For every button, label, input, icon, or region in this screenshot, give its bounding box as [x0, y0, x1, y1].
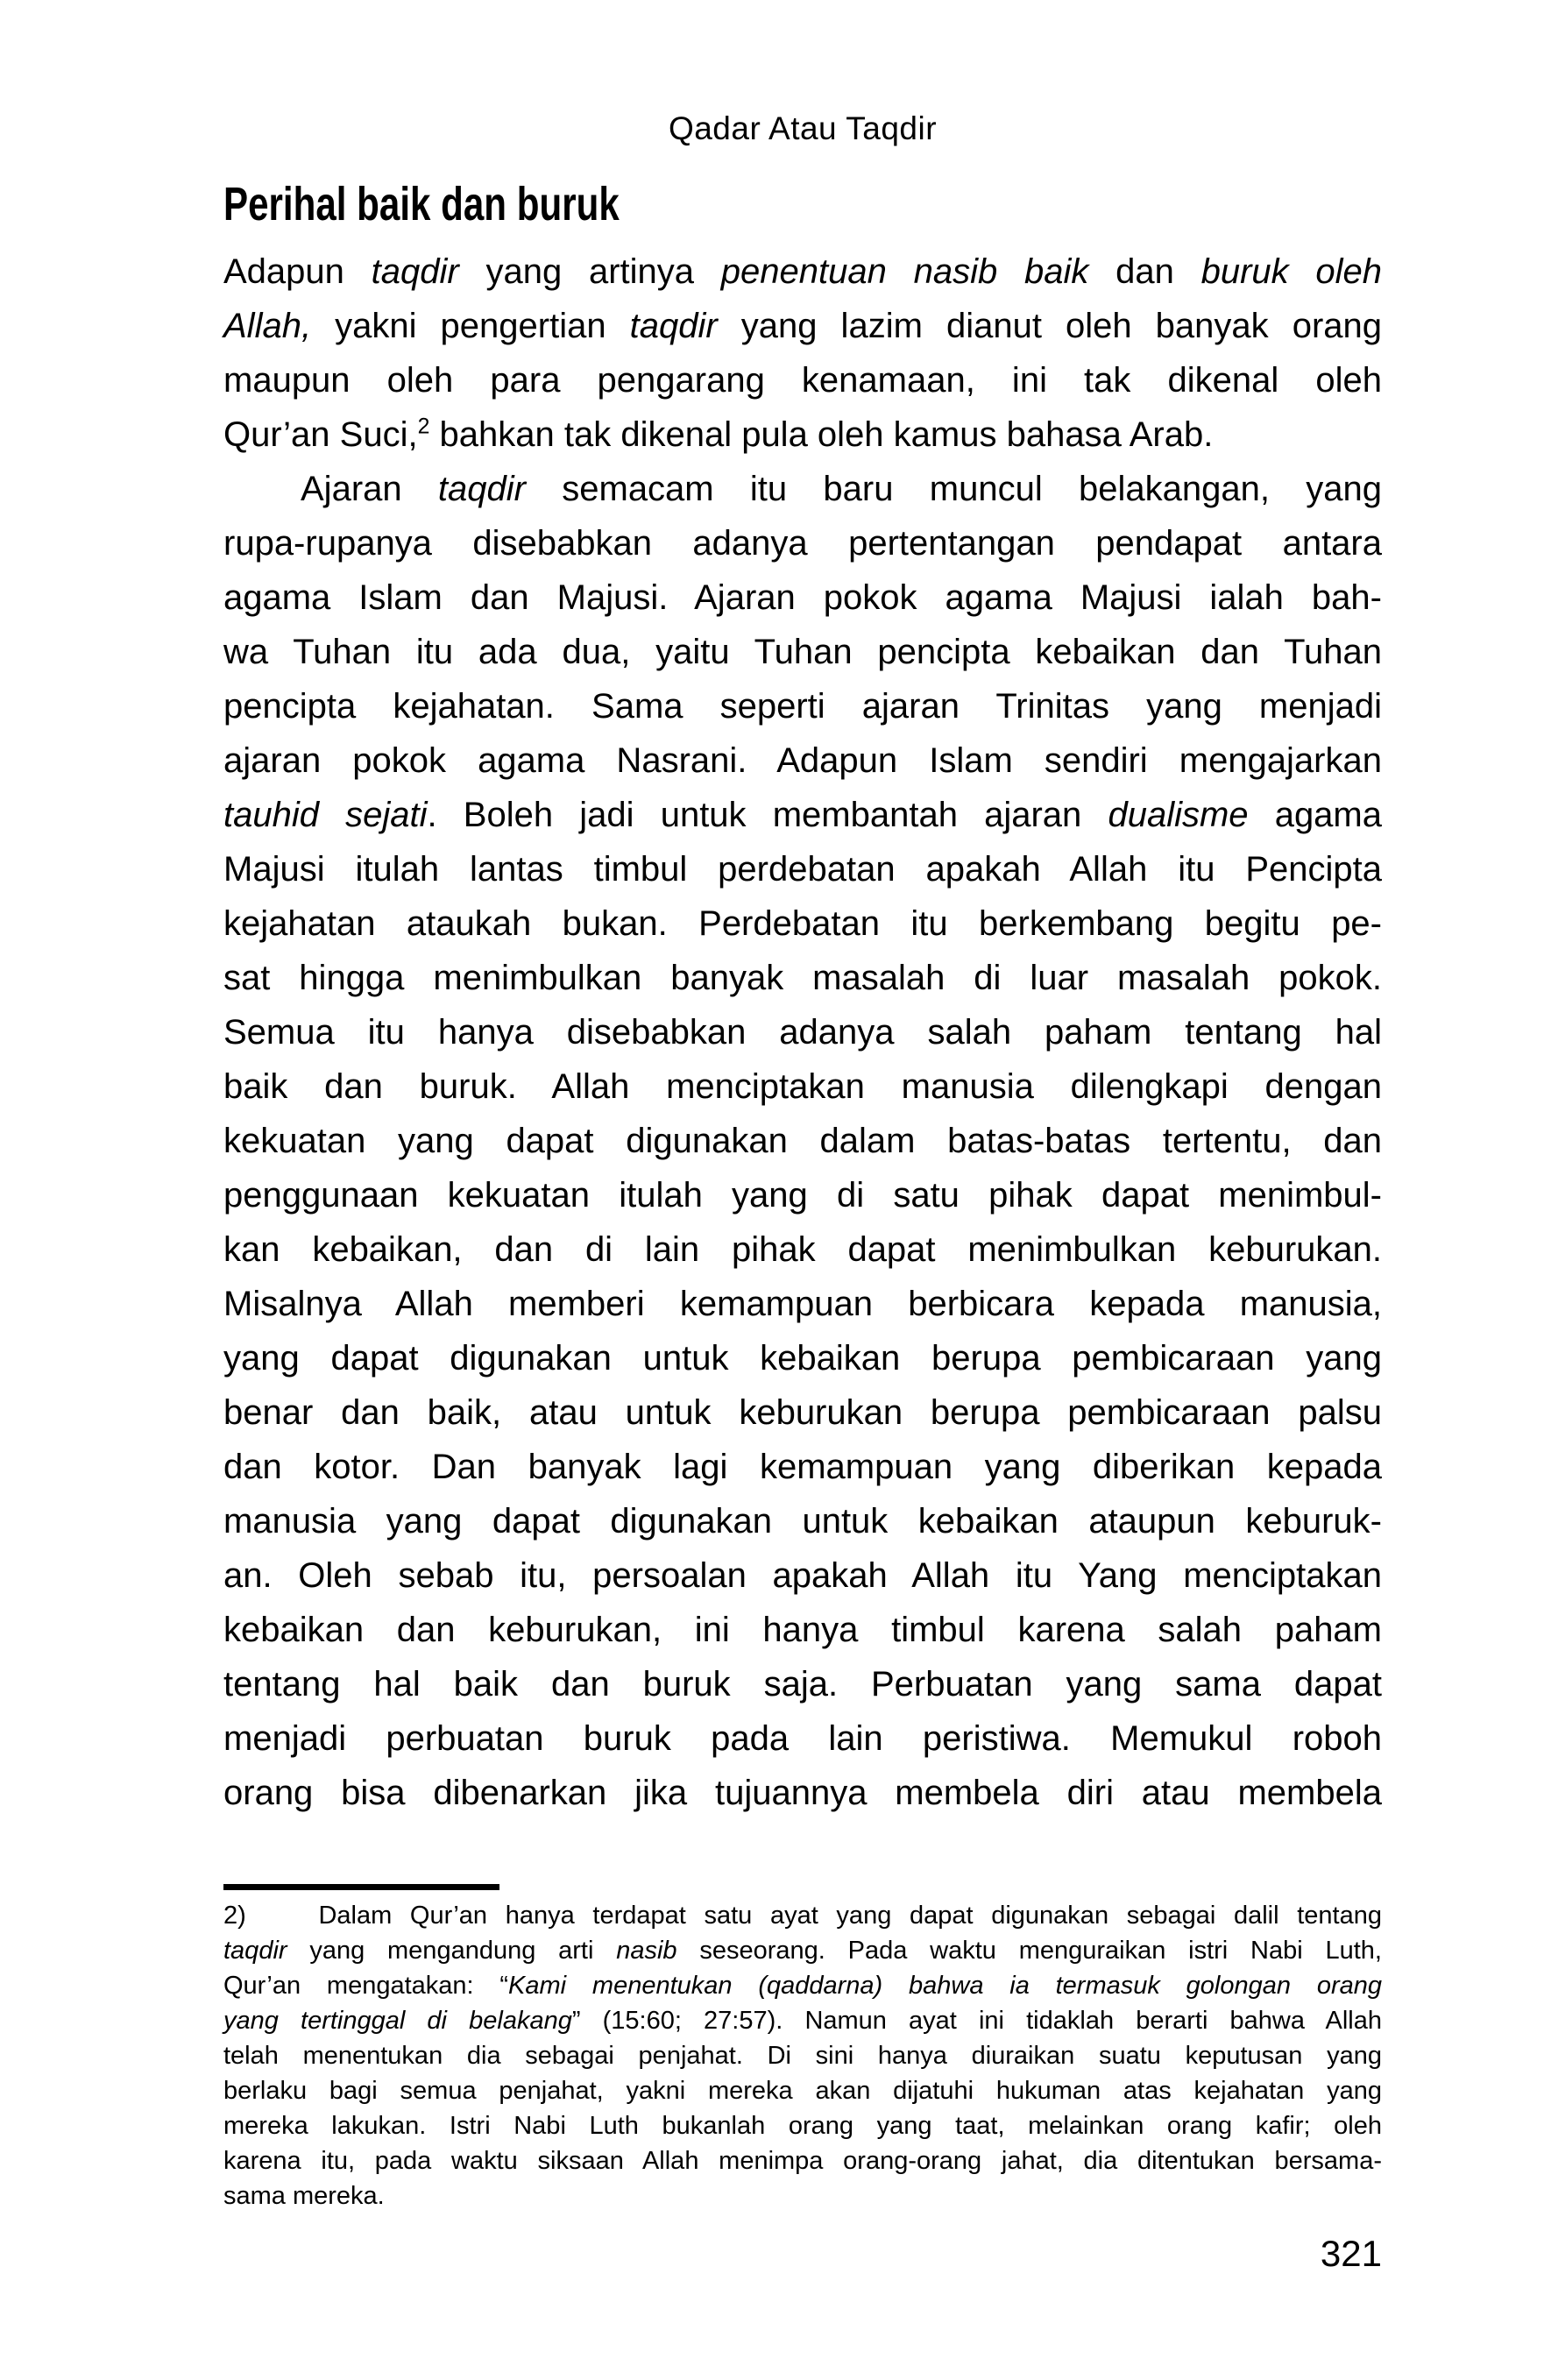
body-line: tentang hal baik dan buruk saja. Perbuatan yang sama dapat: [223, 1665, 1382, 1704]
footnote-line: Qur’an mengatakan: “Kami menentukan (qaddarna) bahwa ia termasuk golongan orang: [223, 1972, 1382, 2000]
footnote-line: yang tertinggal di belakang” (15:60; 27:57). Namun ayat ini tidaklah berarti bahwa Allah: [223, 2007, 1382, 2035]
footnote: [223, 1898, 1382, 2214]
body-line: manusia yang dapat digunakan untuk kebaikan ataupun keburuk-: [223, 1502, 1382, 1541]
footnote-line: telah menentukan dia sebagai penjahat. Di sini hanya diuraikan suatu keputusan yang: [223, 2042, 1382, 2070]
body-line: ajaran pokok agama Nasrani. Adapun Islam sendiri mengajarkan: [223, 741, 1382, 780]
body-line: rupa-rupanya disebabkan adanya pertentangan pendapat antara: [223, 524, 1382, 563]
body-line: yang dapat digunakan untuk kebaikan berupa pembicaraan yang: [223, 1339, 1382, 1378]
body-line: kebaikan dan keburukan, ini hanya timbul karena salah paham: [223, 1611, 1382, 1649]
running-header: Qadar Atau Taqdir: [668, 110, 938, 146]
body-text: [223, 244, 1382, 1820]
footnote-line: mereka lakukan. Istri Nabi Luth bukanlah orang yang taat, melainkan orang kafir; oleh: [223, 2112, 1382, 2140]
body-line: wa Tuhan itu ada dua, yaitu Tuhan pencipta kebaikan dan Tuhan: [223, 633, 1382, 671]
body-line: an. Oleh sebab itu, persoalan apakah Allah itu Yang menciptakan: [223, 1556, 1382, 1595]
body-line: menjadi perbuatan buruk pada lain peristiwa. Memukul roboh: [223, 1719, 1382, 1758]
body-line: Semua itu hanya disebabkan adanya salah paham tentang hal: [223, 1013, 1382, 1052]
body-line: dan kotor. Dan banyak lagi kemampuan yang diberikan kepada: [223, 1448, 1382, 1486]
body-line: pencipta kejahatan. Sama seperti ajaran Trinitas yang menjadi: [223, 687, 1382, 726]
footnote-line: sama mereka.: [223, 2182, 385, 2210]
footnote-line: 2) Dalam Qur’an hanya terdapat satu ayat yang dapat digunakan sebagai dalil tentang: [223, 1902, 1382, 1930]
body-line: benar dan baik, atau untuk keburukan berupa pembicaraan palsu: [223, 1393, 1382, 1432]
body-line: Misalnya Allah memberi kemampuan berbicara kepada manusia,: [223, 1285, 1382, 1323]
body-line: kan kebaikan, dan di lain pihak dapat menimbulkan keburukan.: [223, 1230, 1382, 1269]
body-line: kekuatan yang dapat digunakan dalam batas-batas tertentu, dan: [223, 1122, 1382, 1160]
body-line: Ajaran taqdir semacam itu baru muncul belakangan, yang: [301, 470, 1382, 508]
footnote-line: karena itu, pada waktu siksaan Allah menimpa orang-orang jahat, dia ditentukan bersama-: [223, 2147, 1382, 2175]
body-line: kejahatan ataukah bukan. Perdebatan itu berkembang begitu pe-: [223, 904, 1382, 943]
body-line: sat hingga menimbulkan banyak masalah di luar masalah pokok.: [223, 959, 1382, 997]
body-line: baik dan buruk. Allah menciptakan manusia dilengkapi dengan: [223, 1067, 1382, 1106]
body-line: agama Islam dan Majusi. Ajaran pokok agama Majusi ialah bah-: [223, 578, 1382, 617]
section-heading: Perihal baik dan buruk: [223, 178, 620, 230]
body-line: Adapun taqdir yang artinya penentuan nasib baik dan buruk oleh: [223, 252, 1383, 291]
body-line: Qur’an Suci,$^2$ bahkan tak dikenal pula oleh kamus bahasa Arab.: [223, 414, 1214, 454]
body-line: penggunaan kekuatan itulah yang di satu pihak dapat menimbul-: [223, 1176, 1382, 1215]
body-line: maupun oleh para pengarang kenamaan, ini tak dikenal oleh: [223, 361, 1382, 400]
body-line: orang bisa dibenarkan jika tujuannya membela diri atau membela: [223, 1774, 1382, 1812]
body-line: Allah, yakni pengertian taqdir yang lazim dianut oleh banyak orang: [223, 307, 1383, 345]
footnote-divider: [223, 1884, 499, 1890]
body-line: tauhid sejati. Boleh jadi untuk membantah ajaran dualisme agama: [223, 796, 1382, 834]
page-number: 321: [1320, 2233, 1382, 2274]
footnote-line: berlaku bagi semua penjahat, yakni mereka akan dijatuhi hukuman atas kejahatan yang: [223, 2077, 1382, 2105]
body-line: Majusi itulah lantas timbul perdebatan apakah Allah itu Pencipta: [223, 850, 1382, 889]
footnote-line: taqdir yang mengandung arti nasib seseorang. Pada waktu menguraikan istri Nabi Luth,: [223, 1937, 1382, 1965]
